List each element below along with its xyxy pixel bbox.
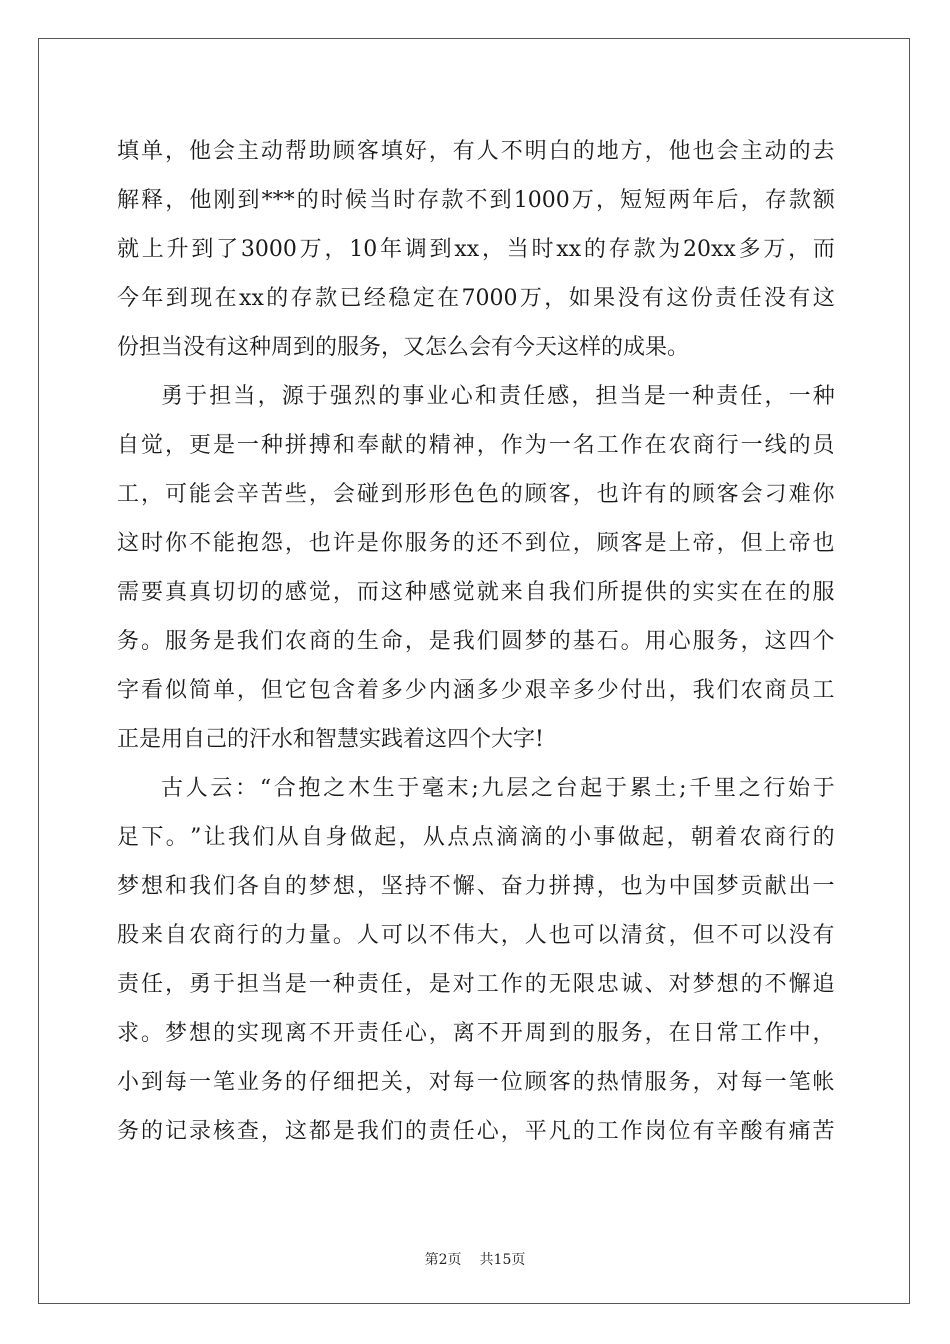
text-line: 解 释 ， 他 刚 到 *** 的 时 候 当 时 存 款 不 到 1000 万 ， 短 短 两 年 后 ， 存 款 额: [117, 188, 835, 213]
page-footer: [0, 1249, 950, 1269]
text-line: 工 ， 可 能 会 辛 苦 些 ， 会 碰 到 形 形 色 色 的 顾 客 ， 也 许 有 的 顾 客 会 刁 难 你: [117, 482, 835, 507]
text-line: 这 时 你 不 能 抱 怨 ， 也 许 是 你 服 务 的 还 不 到 位 ， 顾 客 是 上 帝 ， 但 上 帝 也: [117, 531, 835, 556]
text-line: 份担当没有这种周到的服务，又怎么会有今天这样的成果。: [117, 335, 690, 360]
text-line: 需 要 真 真 切 切 的 感 觉 ， 而 这 种 感 觉 就 来 自 我 们 所 提 供 的 实 实 在 在 的 服: [117, 580, 835, 605]
text-line: 足 下 。 ” 让 我 们 从 自 身 做 起 ， 从 点 点 滴 滴 的 小 事 做 起 ， 朝 着 农 商 行 的: [117, 825, 835, 850]
text-line: 填 单 ， 他 会 主 动 帮 助 顾 客 填 好 ， 有 人 不 明 白 的 地 方 ， 他 也 会 主 动 的 去: [117, 139, 835, 164]
page-number: 第2页: [424, 1252, 462, 1268]
text-line: 勇 于 担 当 ， 源 于 强 烈 的 事 业 心 和 责 任 感 ， 担 当 是 一 种 责 任 ， 一 种: [161, 384, 835, 409]
text-line: 就 上 升 到 了 3000 万 ， 10 年 调 到 xx ， 当 时 xx 的 存 款 为 20xx 多 万 ， 而: [117, 237, 835, 262]
text-line: 古 人 云 ： “ 合 抱 之 木 生 于 毫 末 ; 九 层 之 台 起 于 累 土 ; 千 里 之 行 始 于: [161, 776, 835, 801]
text-line: 正是用自己的汗水和智慧实践着这四个大字!: [117, 727, 544, 752]
text-line: 股 来 自 农 商 行 的 力 量 。 人 可 以 不 伟 大 ， 人 也 可 以 清 贫 ， 但 不 可 以 没 有: [117, 923, 835, 948]
text-line: 务 的 记 录 核 查 ， 这 都 是 我 们 的 责 任 心 ， 平 凡 的 工 作 岗 位 有 辛 酸 有 痛 苦: [117, 1119, 835, 1144]
text-line: 字 看 似 简 单 ， 但 它 包 含 着 多 少 内 涵 多 少 艰 辛 多 少 付 出 ， 我 们 农 商 员 工: [117, 678, 835, 703]
page-total: 共15页: [479, 1252, 526, 1268]
text-line: 务 。 服 务 是 我 们 农 商 的 生 命 ， 是 我 们 圆 梦 的 基 石 。 用 心 服 务 ， 这 四 个: [117, 629, 835, 654]
document-body: [117, 127, 835, 1156]
text-line: 求 。 梦 想 的 实 现 离 不 开 责 任 心 ， 离 不 开 周 到 的 服 务 ， 在 日 常 工 作 中 ，: [117, 1021, 835, 1046]
text-line: 责 任 ， 勇 于 担 当 是 一 种 责 任 ， 是 对 工 作 的 无 限 忠 诚 、 对 梦 想 的 不 懈 追: [117, 972, 835, 997]
text-line: 今 年 到 现 在 xx 的 存 款 已 经 稳 定 在 7000 万 ， 如 果 没 有 这 份 责 任 没 有 这: [117, 286, 835, 311]
text-line: 自 觉 ， 更 是 一 种 拼 搏 和 奉 献 的 精 神 ， 作 为 一 名 工 作 在 农 商 行 一 线 的 员: [117, 433, 835, 458]
text-line: 梦 想 和 我 们 各 自 的 梦 想 ， 坚 持 不 懈 、 奋 力 拼 搏 ， 也 为 中 国 梦 贡 献 出 一: [117, 874, 835, 899]
text-line: 小 到 每 一 笔 业 务 的 仔 细 把 关 ， 对 每 一 位 顾 客 的 热 情 服 务 ， 对 每 一 笔 帐: [117, 1070, 835, 1095]
